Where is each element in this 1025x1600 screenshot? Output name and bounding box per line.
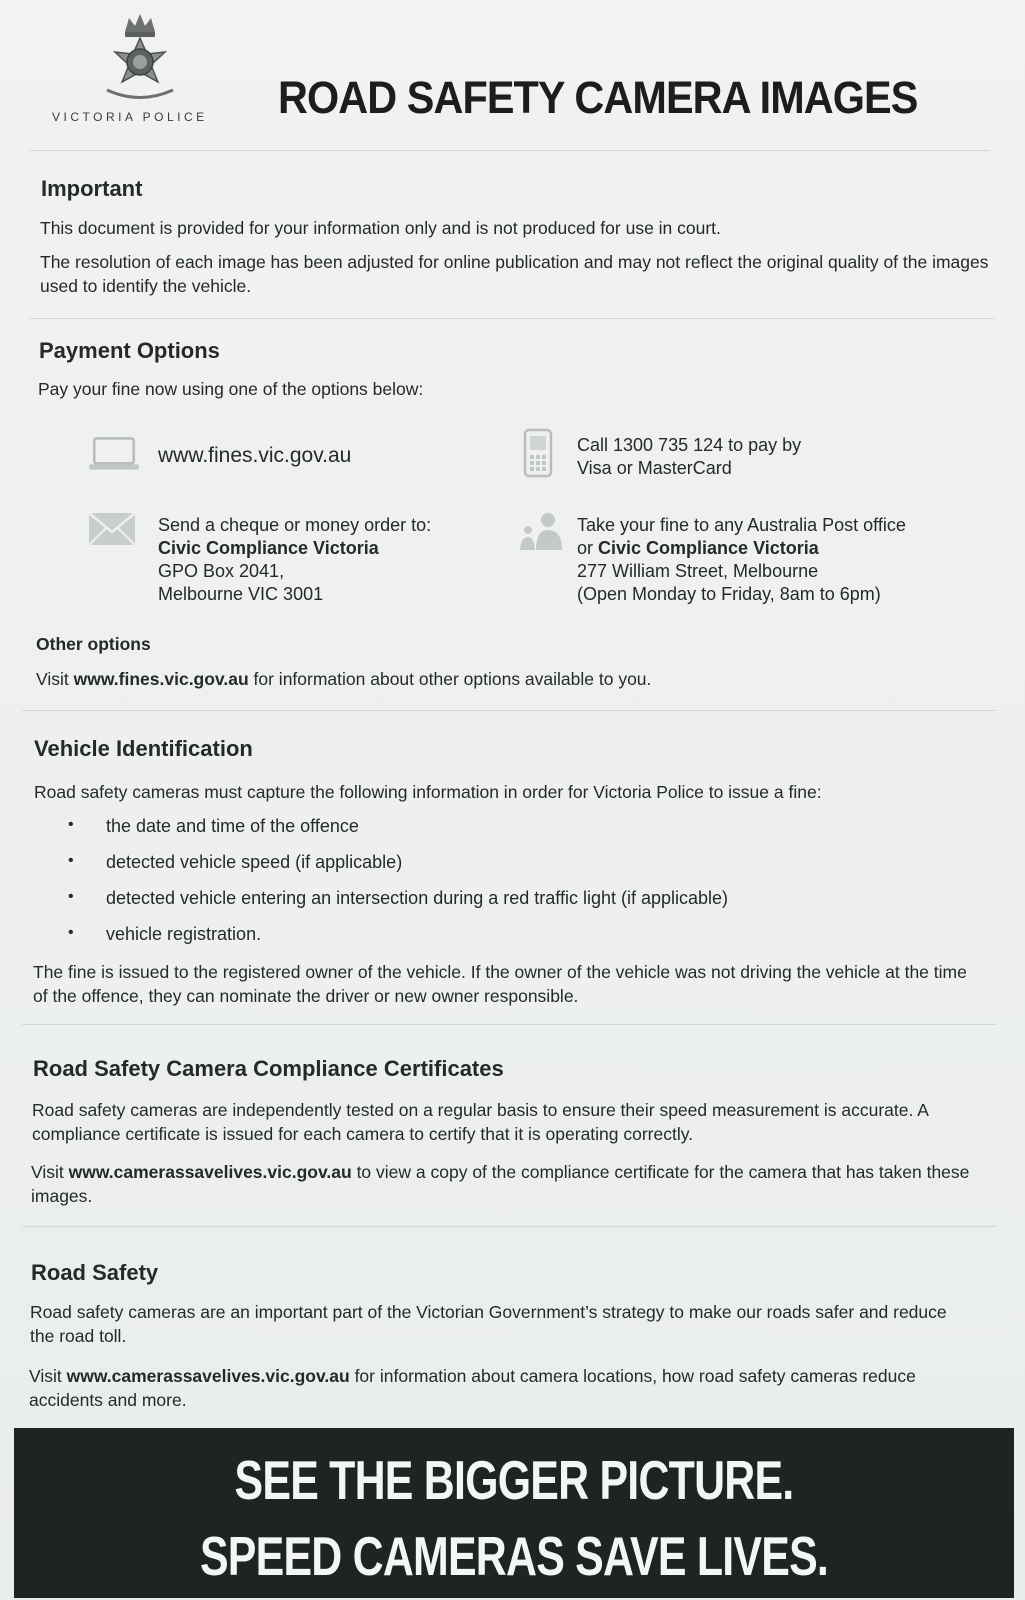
in-person-line-2-prefix: or <box>577 538 599 558</box>
vehicle-footer: The fine is issued to the registered owner of the vehicle. If the owner of the vehicle was not driving the vehicle at the time of the offence, they can nominate the driver or new owner responsible. <box>33 962 967 1006</box>
other-options-heading: Other options <box>36 634 151 654</box>
compliance-para-2 <box>31 1160 996 1208</box>
online-payment-link[interactable]: www.fines.vic.gov.au <box>158 444 352 467</box>
mail-line-4: Melbourne VIC 3001 <box>158 584 324 604</box>
other-options-prefix: Visit <box>36 669 74 689</box>
payment-intro: Pay your fine now using one of the options below: <box>38 379 424 399</box>
mail-line-3: GPO Box 2041, <box>158 561 285 581</box>
phone-icon <box>522 428 556 478</box>
phone-line-1: Call 1300 735 124 to pay by <box>577 435 802 455</box>
divider <box>30 318 995 319</box>
laptop-icon <box>88 436 140 472</box>
divider <box>22 1226 997 1227</box>
mail-line-2: Civic Compliance Victoria <box>158 538 379 558</box>
vehicle-requirements-list <box>34 816 974 960</box>
road-safety-para-2-prefix: Visit <box>29 1366 67 1386</box>
slogan-line-2: SPEED CAMERAS SAVE LIVES. <box>199 1525 829 1587</box>
important-heading: Important <box>41 176 143 201</box>
org-name: VICTORIA POLICE <box>52 110 208 124</box>
road-safety-para-2 <box>29 1364 964 1412</box>
header <box>0 0 1025 150</box>
payment-options-heading: Payment Options <box>39 338 220 363</box>
phone-line-2: Visa or MasterCard <box>577 458 732 478</box>
slogan-banner <box>14 1428 1014 1598</box>
compliance-heading: Road Safety Camera Compliance Certificates <box>33 1056 504 1081</box>
compliance-para-2-suffix: to view a copy of the compliance certificate for the camera that has taken these images. <box>31 1162 970 1206</box>
in-person-line-2 <box>577 537 1007 560</box>
divider <box>30 150 990 151</box>
divider <box>22 710 997 711</box>
list-item: • detected vehicle entering an intersection during a red traffic light (if applicable) <box>34 888 974 924</box>
other-options-link[interactable]: www.fines.vic.gov.au <box>73 669 249 689</box>
important-para-2: The resolution of each image has been adjusted for online publication and may not reflect the original quality of the images used to identify the vehicle. <box>40 252 989 296</box>
road-safety-link[interactable]: www.camerassavelives.vic.gov.au <box>66 1366 350 1386</box>
phone-payment-text <box>577 434 977 480</box>
compliance-link[interactable]: www.camerassavelives.vic.gov.au <box>68 1162 352 1182</box>
road-safety-heading: Road Safety <box>31 1260 159 1285</box>
compliance-para-2-prefix: Visit <box>31 1162 69 1182</box>
vehicle-identification-heading: Vehicle Identification <box>34 736 253 761</box>
important-para-1: This document is provided for your information only and is not produced for use in court. <box>40 218 721 238</box>
list-item: • the date and time of the offence <box>34 816 974 852</box>
road-safety-para-1: Road safety cameras are an important part of the Victorian Government’s strategy to make our roads safer and reduce the road toll. <box>30 1302 947 1346</box>
vehicle-intro: Road safety cameras must capture the following information in order for Victoria Police to issue a fine: <box>34 782 822 802</box>
road-safety-para-2-suffix: for information about camera locations, how road safety cameras reduce accidents and more. <box>29 1366 916 1410</box>
victoria-police-crest-icon <box>95 10 185 105</box>
mail-line-1: Send a cheque or money order to: <box>158 515 432 535</box>
mail-payment-text <box>158 514 518 606</box>
list-item: • detected vehicle speed (if applicable) <box>34 852 974 888</box>
in-person-line-3: 277 William Street, Melbourne <box>577 561 819 581</box>
page-title: ROAD SAFETY CAMERA IMAGES <box>278 72 918 123</box>
envelope-icon <box>88 512 136 546</box>
in-person-line-2-org: Civic Compliance Victoria <box>598 538 819 558</box>
in-person-payment-text <box>577 514 1007 606</box>
list-item: • vehicle registration. <box>34 924 974 960</box>
slogan-line-1: SEE THE BIGGER PICTURE. <box>234 1449 794 1511</box>
other-options-suffix: for information about other options available to you. <box>248 669 652 689</box>
people-icon <box>518 512 566 552</box>
in-person-line-4: (Open Monday to Friday, 8am to 6pm) <box>577 584 881 604</box>
other-options-text <box>36 667 996 691</box>
compliance-para-1: Road safety cameras are independently tested on a regular basis to ensure their speed measurement is accurate. A compliance certificate is issued for each camera to certify that it is operating correctly. <box>32 1100 928 1144</box>
in-person-line-1: Take your fine to any Australia Post office <box>577 515 906 535</box>
divider <box>22 1024 997 1025</box>
